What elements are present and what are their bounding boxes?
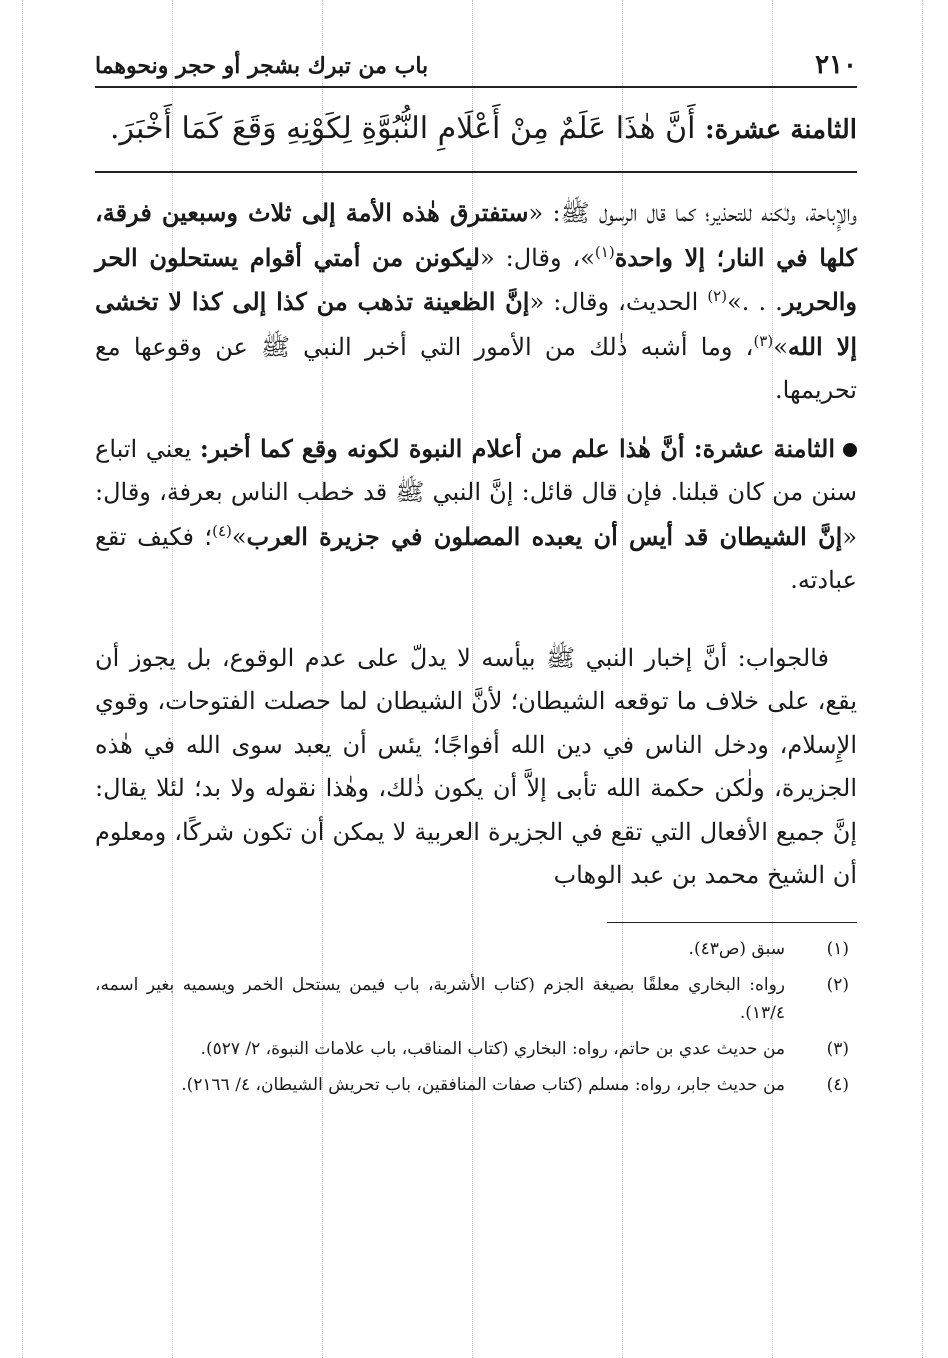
- statement-lead: الثامنة عشرة:: [705, 115, 857, 145]
- para1-text-2: »، وقال: «: [480, 243, 595, 272]
- footnote-text: رواه: البخاري معلقًا بصيغة الجزم (كتاب الأشربة، باب فيمن يستحل الخمر ويسميه بغير اسمه، ١٣/٤).: [95, 974, 785, 1023]
- footnote-text: من حديث جابر، رواه: مسلم (كتاب صفات المنافقين، باب تحريش الشيطان، ٤/ ٢١٦٦).: [181, 1074, 785, 1095]
- bullet-icon: [843, 443, 857, 457]
- footnote-item: [95, 935, 857, 963]
- para1-text-5: »: [773, 332, 788, 361]
- book-page: [95, 50, 857, 1107]
- para2-text-3: ؛ فكيف تقع عبادته.: [95, 522, 857, 594]
- statement-rule: [95, 171, 857, 173]
- header-rule: [95, 86, 857, 88]
- footnote-ref-4[interactable]: (٤): [212, 521, 232, 540]
- footnote-rule: [607, 922, 857, 923]
- footnote-ref-3[interactable]: (٣): [753, 331, 774, 350]
- para1-hadith-1: ستفترق هٰذه الأمة إلى ثلاث وسبعين فرقة، كلها في النار؛ إلا واحدة: [95, 198, 857, 272]
- para1-text-4: الحديث، وقال: «: [529, 288, 708, 316]
- paragraph-2: [95, 427, 857, 603]
- footnote-ref-1[interactable]: (١): [594, 242, 615, 261]
- running-title: باب من تبرك بشجر أو حجر ونحوهما: [95, 53, 429, 79]
- para1-text-6: ، وما أشبه ذٰلك من الأمور التي أخبر النبي ﷺ عن وقوعها مع تحريمها.: [95, 332, 857, 404]
- footnote-ref-2[interactable]: (٢): [707, 287, 728, 305]
- highlighted-statement: [95, 98, 857, 161]
- page-header: [95, 50, 857, 80]
- footnote-number: (٤): [826, 1074, 849, 1095]
- para2-text-2: »: [231, 522, 247, 551]
- footnote-item: [95, 1035, 857, 1063]
- footnote-number: (٢): [826, 974, 849, 995]
- statement-text: أَنَّ هٰذَا عَلَمٌ مِنْ أَعْلَامِ النُّبُوَّةِ لِكَوْنِهِ وَقَعَ كَمَا أَخْبَرَ.: [109, 111, 696, 146]
- para2-heading: الثامنة عشرة: أنَّ هٰذا علم من أعلام النبوة لكونه وقع كما أخبر:: [199, 433, 836, 463]
- footnote-text: من حديث عدي بن حاتم، رواه: البخاري (كتاب المناقب، باب علامات النبوة، ٢/ ٥٢٧).: [200, 1038, 785, 1059]
- footnotes: [95, 935, 857, 1099]
- para1-text-1: والإِباحة، ولٰكنه للتحذير؛ كما قال الرسول ﷺ: «: [528, 199, 857, 227]
- para2-hadith: إنَّ الشيطان قد أيس أن يعبده المصلون في جزيرة العرب: [246, 521, 843, 551]
- footnote-item: [95, 971, 857, 1027]
- paragraph-3: فالجواب: أنَّ إخبار النبي ﷺ بيأسه لا يدلّ على عدم الوقوع، بل يجوز أن يقع، على خلاف ما توقعه الشيطان؛ لأنَّ الشيطان لما حصلت الفتوحات، وقوي الإِسلام، ودخل الناس في دين الله أفواجًا؛ يئس أن يعبد سوى الله في هٰذه الجزيرة، ولٰكن حكمة الله تأبى إلاَّ أن يكون ذٰلك، وهٰذا نقوله ولا بد؛ لئلا يقال: إنَّ جميع الأفعال التي تقع في الجزيرة العربية لا يمكن أن تكون شركًا، ومعلوم أن الشيخ محمد بن عبد الوهاب: [95, 643, 857, 889]
- para1-hadith-3: إنَّ الظعينة تذهب من كذا إلى كذا لا تخشى إلا الله: [95, 287, 857, 361]
- footnote-item: [95, 1071, 857, 1099]
- footnote-number: (١): [826, 938, 849, 959]
- page-number: ٢١٠: [815, 50, 857, 80]
- para2-text-1: يعني اتباع سنن من كان قبلنا. فإن قال قائل: إنَّ النبي ﷺ قد خطب الناس بعرفة، وقال: «: [95, 434, 858, 551]
- para1-hadith-2: ليكونن من أمتي أقوام يستحلون الحر والحرير: [95, 242, 858, 316]
- para1-text-3: . . .»: [727, 288, 783, 316]
- footnote-text: سبق (ص٤٣).: [688, 938, 785, 959]
- paragraph-1: [95, 191, 857, 413]
- footnote-number: (٣): [826, 1038, 849, 1059]
